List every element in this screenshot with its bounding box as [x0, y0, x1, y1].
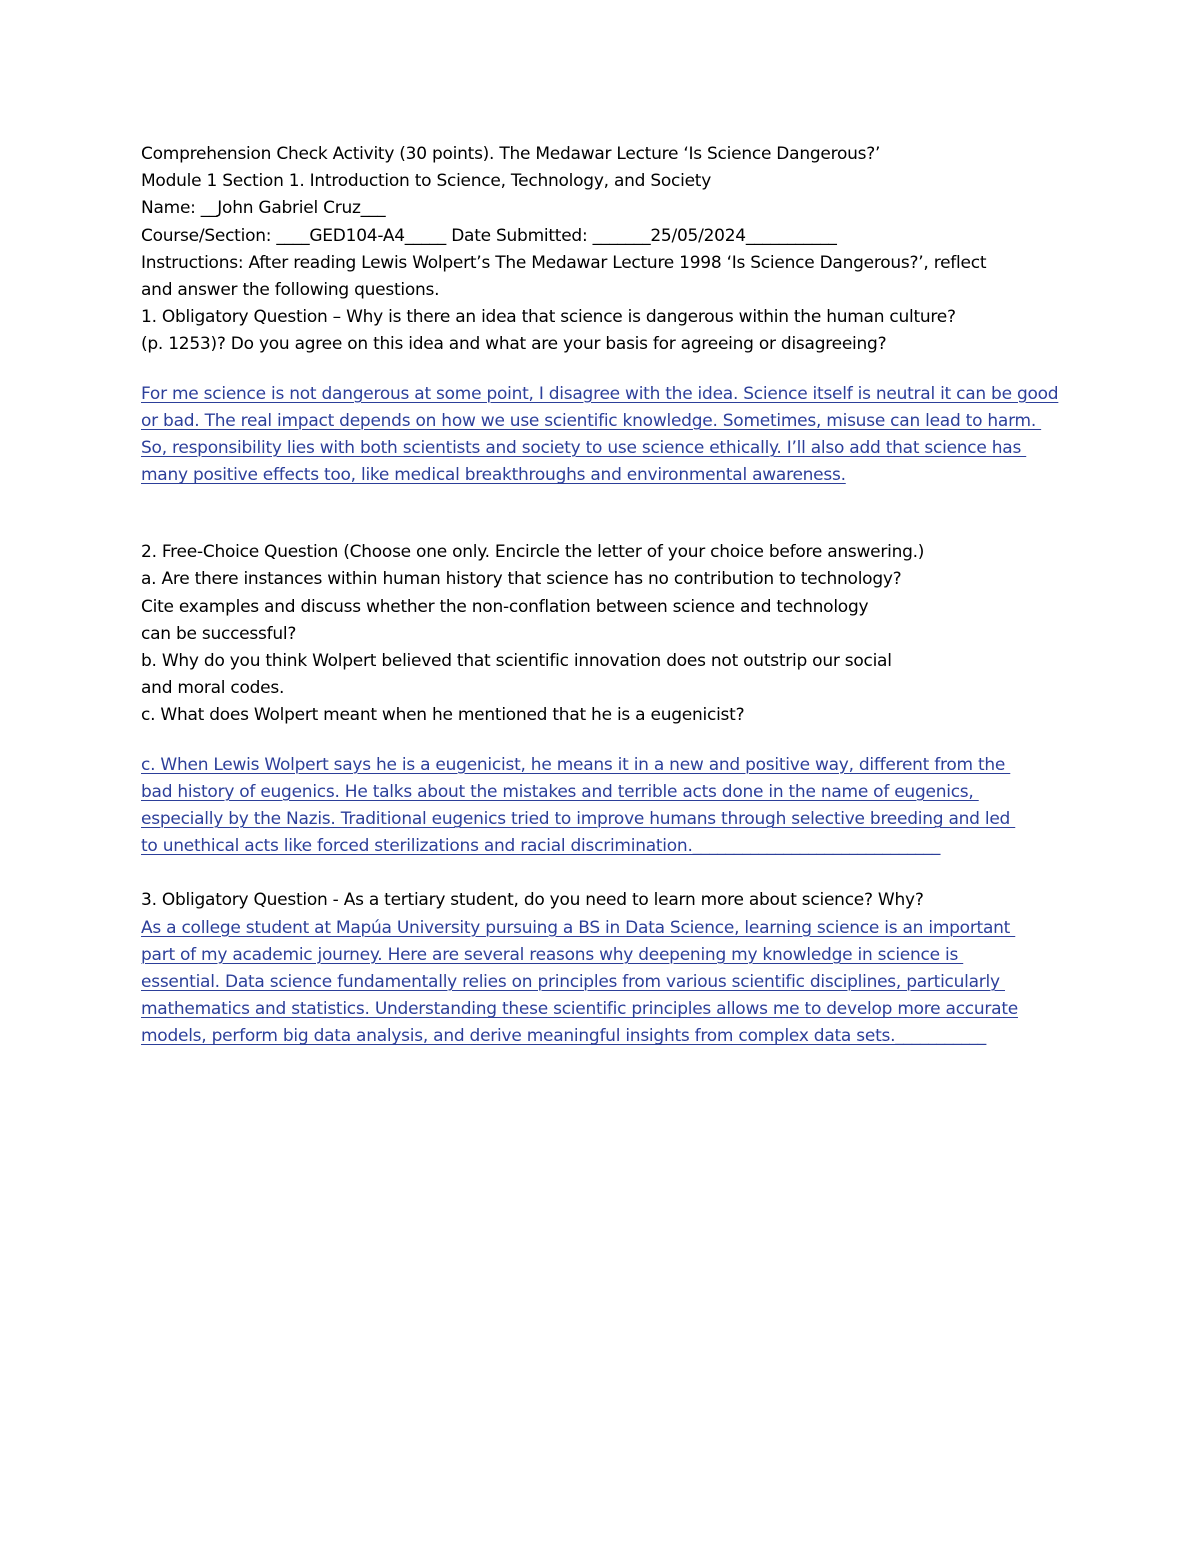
- activity-title: Comprehension Check Activity (30 points). The Medawar Lecture ‘Is Science Dangerous?’: [141, 144, 881, 164]
- question2-option-a: a. Are there instances within human history that science has no contribution to technology?: [141, 569, 902, 590]
- question2-answer-line: bad history of eugenics. He talks about the mistakes and terrible acts done in the name of eugenics,: [141, 781, 979, 802]
- question2-option-c: c. What does Wolpert meant when he mentioned that he is a eugenicist?: [141, 705, 745, 726]
- instructions-line: and answer the following questions.: [141, 279, 440, 300]
- question2-answer-line: to unethical acts like forced sterilizations and racial discrimination.______________________________: [141, 836, 941, 857]
- name-label: Name:: [141, 198, 201, 219]
- question2-option-a: can be successful?: [141, 623, 297, 644]
- name-line: [141, 195, 1071, 222]
- module-line: Module 1 Section 1. Introduction to Science, Technology, and Society: [141, 171, 712, 192]
- question1-prompt: 1. Obligatory Question – Why is there an idea that science is dangerous within the human culture?: [141, 307, 956, 328]
- question3-answer-line: essential. Data science fundamentally relies on principles from various scientific disciplines, particularly: [141, 971, 1005, 992]
- course-value: ____GED104-A4_____: [276, 225, 447, 246]
- question1-answer-line: For me science is not dangerous at some point, I disagree with the idea. Science itself is neutral it can be good: [141, 383, 1059, 404]
- date-label: Date Submitted:: [446, 225, 593, 246]
- date-value: _______25/05/2024___________: [592, 225, 837, 246]
- question1-answer-line: many positive effects too, like medical breakthroughs and environmental awareness.: [141, 465, 846, 486]
- question1-answer-line: So, responsibility lies with both scientists and society to use science ethically. I’ll also add that science has: [141, 437, 1027, 458]
- question3-answer-line: part of my academic journey. Here are several reasons why deepening my knowledge in science is: [141, 944, 964, 965]
- question3-answer-line: As a college student at Mapúa University pursuing a BS in Data Science, learning science is an important: [141, 917, 1016, 938]
- question2-answer-line: c. When Lewis Wolpert says he is a eugenicist, he means it in a new and positive way, different from the: [141, 754, 1011, 775]
- question2-option-b: b. Why do you think Wolpert believed that scientific innovation does not outstrip our social: [141, 651, 892, 671]
- question1-prompt: (p. 1253)? Do you agree on this idea and what are your basis for agreeing or disagreeing?: [141, 334, 887, 355]
- question2-answer-line: especially by the Nazis. Traditional eugenics tried to improve humans through selective breeding and led: [141, 808, 1016, 829]
- document-body: [141, 141, 1071, 1050]
- course-label: Course/Section:: [141, 225, 277, 246]
- question3-answer-line: models, perform big data analysis, and derive meaningful insights from complex data sets.___________: [141, 1026, 986, 1047]
- question3-prompt: 3. Obligatory Question - As a tertiary student, do you need to learn more about science? Why?: [141, 890, 924, 911]
- question1-answer-line: or bad. The real impact depends on how we use scientific knowledge. Sometimes, misuse can lead to harm.: [141, 410, 1042, 431]
- course-date-line: [141, 223, 1071, 250]
- question2-option-b: and moral codes.: [141, 678, 285, 699]
- question2-prompt: 2. Free-Choice Question (Choose one only. Encircle the letter of your choice before answering.): [141, 542, 925, 563]
- name-value: __John Gabriel Cruz___: [200, 198, 386, 219]
- question3-answer-line: mathematics and statistics. Understanding these scientific principles allows me to develop more accurate: [141, 999, 1018, 1020]
- question2-option-a: Cite examples and discuss whether the non-conflation between science and technology: [141, 596, 869, 617]
- instructions-line: Instructions: After reading Lewis Wolpert’s The Medawar Lecture 1998 ‘Is Science Dangerous?’, reflect: [141, 252, 987, 273]
